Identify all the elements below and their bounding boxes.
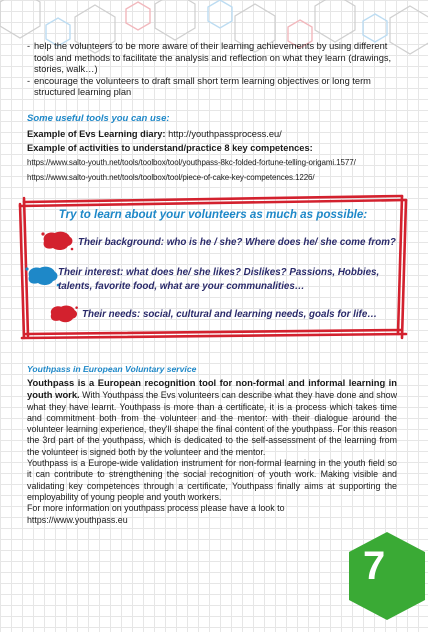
salto-link-piece-of-cake[interactable]: https://www.salto-youth.net/tools/toolbox/tool/piece-of-cake-key-competences.1226/	[27, 173, 315, 182]
youthpass-paragraph: With Youthpass the Evs volunteers can describe what they have done and show what they have learnt. Youthpass is more than a certificate, it is a process which takes time and commitment both from the volunteer and the mentor: with their dialogue around the volunteer learning experience, they'll shape the final content of the youthpass. For this reason the 3rd part of the youthpass, which is dedicated to the self-assessment of the learning from the volunteer is signed both by the volunteer and the mentor.	[27, 390, 397, 457]
green-hexagon-shape	[347, 532, 428, 632]
question-needs: Their needs: social, cultural and learning needs, goals for life…	[82, 309, 378, 320]
list-item-text: encourage the volunteers to draft small short term learning objectives or long term structured learning plan	[34, 75, 371, 98]
youthpass-link[interactable]: https://www.youthpass.eu	[27, 514, 128, 525]
activities-example-line	[27, 141, 412, 155]
blue-paint-splat-icon	[24, 264, 60, 288]
youthpass-lead: Youthpass is a European recognition tool for non-formal and informal learning in youth work.	[27, 377, 397, 401]
diary-example-link[interactable]: http://youthpassprocess.eu/	[168, 129, 282, 139]
diary-example-label: Example of Evs Learning diary:	[27, 129, 166, 139]
youthpass-heading: Youthpass in European Voluntary service	[27, 364, 197, 374]
useful-tools-heading: Some useful tools you can use:	[27, 113, 170, 124]
learn-about-volunteers-callout	[18, 194, 408, 340]
question-interest: Their interest: what does he/ she likes? Dislikes? Passions, Hobbies, talents, favorite food, what are your communalities…	[58, 267, 380, 292]
question-background: Their background: who is he / she? Where does he/ she come from?	[78, 237, 396, 248]
youthpass-section	[27, 364, 397, 526]
red-paint-splat-icon	[46, 304, 80, 324]
youthpass-body	[27, 377, 397, 526]
useful-tools-section	[27, 113, 412, 185]
page-number-badge	[347, 532, 428, 632]
youthpass-paragraph: Youthpass is a Europe-wide validation instrument for non-formal learning in the youth field so it can contribute to strengthening the social recognition of youth work. Making visible and validating key competences through a certificate, Youthpass finally aims at supporting the employability of young people and youth workers.	[27, 458, 397, 502]
red-paint-splat-icon	[40, 230, 74, 252]
list-item: - help the volunteers to be more aware of their learning achievements by using different tools and methods to facilitate the analysis and reflection on what they learn (drawings, stories, walk…)	[27, 41, 392, 75]
page-number: 7	[363, 544, 386, 588]
list-item-text: help the volunteers to be more aware of their learning achievements by using different tools and methods to facilitate the analysis and reflection on what they learn (drawings, stories, walk…)	[34, 41, 392, 75]
bullet-list	[27, 41, 407, 99]
diary-example-line	[27, 127, 412, 141]
activities-example-label: Example of activities to understand/practice 8 key competences:	[27, 143, 313, 153]
list-item: - encourage the volunteers to draft small short term learning objectives or long term structured learning plan	[27, 75, 371, 98]
salto-link-origami[interactable]: https://www.salto-youth.net/tools/toolbox/tool/youthpass-8kc-folded-fortune-telling-origami.1577/	[27, 158, 356, 167]
callout-title: Try to learn about your volunteers as much as possible:	[58, 208, 368, 221]
youthpass-paragraph: For more information on youthpass process please have a look to	[27, 503, 285, 514]
